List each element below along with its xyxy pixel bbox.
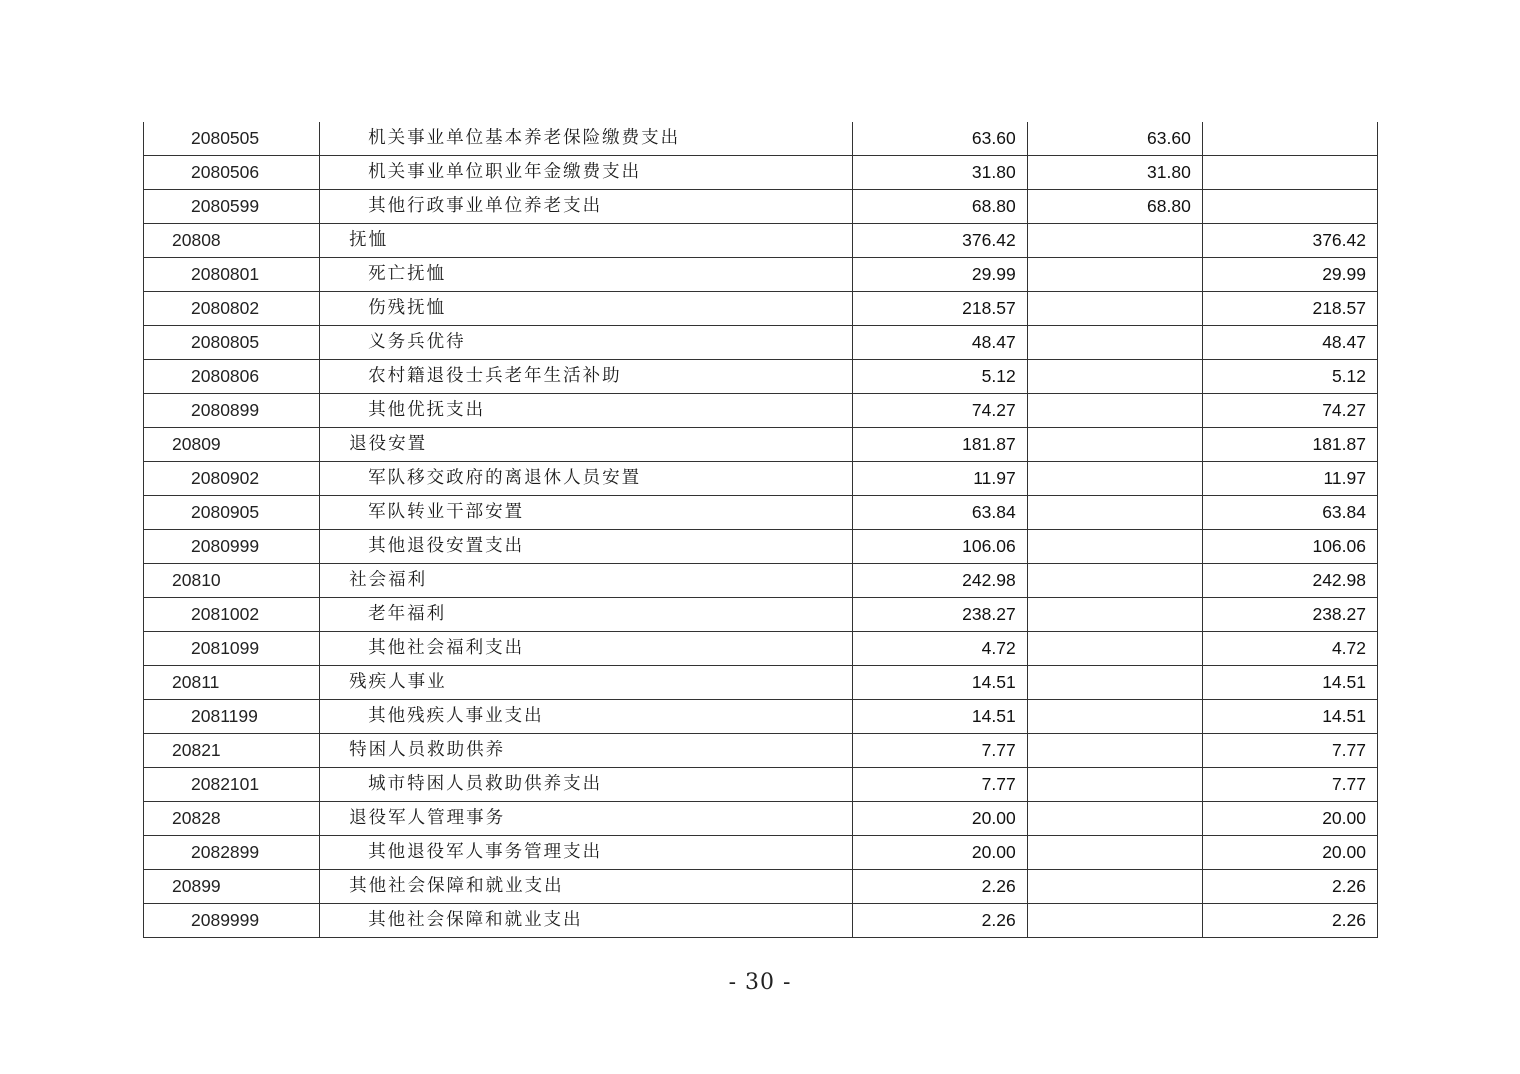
table-row xyxy=(144,530,1378,564)
table-row xyxy=(144,870,1378,904)
table-row xyxy=(144,292,1378,326)
account-code-cell: 20808 xyxy=(144,224,320,258)
account-name-cell: 残疾人事业 xyxy=(320,666,852,700)
table-row xyxy=(144,122,1378,156)
project-expenditure-cell: 4.72 xyxy=(1202,632,1377,666)
account-code-cell: 20821 xyxy=(144,734,320,768)
table-row xyxy=(144,700,1378,734)
account-code-cell: 2089999 xyxy=(144,904,320,938)
account-name-cell: 其他社会保障和就业支出 xyxy=(320,870,852,904)
total-amount-cell: 14.51 xyxy=(852,700,1027,734)
table-row xyxy=(144,360,1378,394)
total-amount-cell: 376.42 xyxy=(852,224,1027,258)
project-expenditure-cell xyxy=(1202,156,1377,190)
account-code-cell: 2080599 xyxy=(144,190,320,224)
total-amount-cell: 68.80 xyxy=(852,190,1027,224)
table-row xyxy=(144,666,1378,700)
total-amount-cell: 11.97 xyxy=(852,462,1027,496)
table-row xyxy=(144,598,1378,632)
basic-expenditure-cell xyxy=(1027,768,1202,802)
project-expenditure-cell: 29.99 xyxy=(1202,258,1377,292)
project-expenditure-cell xyxy=(1202,122,1377,156)
account-code-cell: 2080905 xyxy=(144,496,320,530)
basic-expenditure-cell xyxy=(1027,904,1202,938)
account-name-cell: 抚恤 xyxy=(320,224,852,258)
project-expenditure-cell: 14.51 xyxy=(1202,666,1377,700)
account-name-cell: 其他社会福利支出 xyxy=(320,632,852,666)
account-name-cell: 伤残抚恤 xyxy=(320,292,852,326)
table-row xyxy=(144,258,1378,292)
table-row xyxy=(144,734,1378,768)
basic-expenditure-cell xyxy=(1027,224,1202,258)
table-row xyxy=(144,394,1378,428)
account-code-cell: 2082899 xyxy=(144,836,320,870)
account-name-cell: 其他退役军人事务管理支出 xyxy=(320,836,852,870)
basic-expenditure-cell xyxy=(1027,428,1202,462)
account-name-cell: 农村籍退役士兵老年生活补助 xyxy=(320,360,852,394)
table-row xyxy=(144,190,1378,224)
table-row xyxy=(144,156,1378,190)
total-amount-cell: 2.26 xyxy=(852,904,1027,938)
total-amount-cell: 218.57 xyxy=(852,292,1027,326)
total-amount-cell: 2.26 xyxy=(852,870,1027,904)
total-amount-cell: 7.77 xyxy=(852,734,1027,768)
account-name-cell: 死亡抚恤 xyxy=(320,258,852,292)
project-expenditure-cell: 218.57 xyxy=(1202,292,1377,326)
project-expenditure-cell: 106.06 xyxy=(1202,530,1377,564)
account-code-cell: 2080802 xyxy=(144,292,320,326)
project-expenditure-cell: 11.97 xyxy=(1202,462,1377,496)
basic-expenditure-cell xyxy=(1027,802,1202,836)
total-amount-cell: 242.98 xyxy=(852,564,1027,598)
account-code-cell: 2081199 xyxy=(144,700,320,734)
table-row xyxy=(144,496,1378,530)
total-amount-cell: 63.84 xyxy=(852,496,1027,530)
table-row xyxy=(144,462,1378,496)
table-row xyxy=(144,632,1378,666)
account-name-cell: 城市特困人员救助供养支出 xyxy=(320,768,852,802)
project-expenditure-cell: 7.77 xyxy=(1202,734,1377,768)
basic-expenditure-cell xyxy=(1027,836,1202,870)
account-name-cell: 退役安置 xyxy=(320,428,852,462)
project-expenditure-cell: 2.26 xyxy=(1202,870,1377,904)
account-name-cell: 社会福利 xyxy=(320,564,852,598)
basic-expenditure-cell xyxy=(1027,360,1202,394)
basic-expenditure-cell xyxy=(1027,496,1202,530)
account-name-cell: 退役军人管理事务 xyxy=(320,802,852,836)
table-row xyxy=(144,224,1378,258)
project-expenditure-cell: 7.77 xyxy=(1202,768,1377,802)
total-amount-cell: 106.06 xyxy=(852,530,1027,564)
account-name-cell: 其他残疾人事业支出 xyxy=(320,700,852,734)
basic-expenditure-cell xyxy=(1027,870,1202,904)
basic-expenditure-cell xyxy=(1027,734,1202,768)
project-expenditure-cell: 14.51 xyxy=(1202,700,1377,734)
account-code-cell: 2080806 xyxy=(144,360,320,394)
project-expenditure-cell: 74.27 xyxy=(1202,394,1377,428)
total-amount-cell: 5.12 xyxy=(852,360,1027,394)
basic-expenditure-cell xyxy=(1027,700,1202,734)
account-code-cell: 20810 xyxy=(144,564,320,598)
basic-expenditure-cell xyxy=(1027,258,1202,292)
account-code-cell: 2080506 xyxy=(144,156,320,190)
total-amount-cell: 63.60 xyxy=(852,122,1027,156)
total-amount-cell: 7.77 xyxy=(852,768,1027,802)
project-expenditure-cell: 376.42 xyxy=(1202,224,1377,258)
project-expenditure-cell: 181.87 xyxy=(1202,428,1377,462)
account-name-cell: 军队转业干部安置 xyxy=(320,496,852,530)
basic-expenditure-cell xyxy=(1027,394,1202,428)
basic-expenditure-cell xyxy=(1027,632,1202,666)
total-amount-cell: 29.99 xyxy=(852,258,1027,292)
account-code-cell: 2081099 xyxy=(144,632,320,666)
table-row xyxy=(144,564,1378,598)
project-expenditure-cell xyxy=(1202,190,1377,224)
project-expenditure-cell: 238.27 xyxy=(1202,598,1377,632)
project-expenditure-cell: 20.00 xyxy=(1202,836,1377,870)
total-amount-cell: 181.87 xyxy=(852,428,1027,462)
account-code-cell: 2080999 xyxy=(144,530,320,564)
table-row xyxy=(144,326,1378,360)
account-code-cell: 2080505 xyxy=(144,122,320,156)
account-name-cell: 军队移交政府的离退休人员安置 xyxy=(320,462,852,496)
table-row xyxy=(144,768,1378,802)
total-amount-cell: 4.72 xyxy=(852,632,1027,666)
account-name-cell: 其他社会保障和就业支出 xyxy=(320,904,852,938)
basic-expenditure-cell: 68.80 xyxy=(1027,190,1202,224)
account-code-cell: 2080899 xyxy=(144,394,320,428)
table-row xyxy=(144,428,1378,462)
table-row xyxy=(144,802,1378,836)
expenditure-table-body xyxy=(144,122,1378,938)
account-name-cell: 机关事业单位职业年金缴费支出 xyxy=(320,156,852,190)
account-name-cell: 机关事业单位基本养老保险缴费支出 xyxy=(320,122,852,156)
table-row xyxy=(144,836,1378,870)
project-expenditure-cell: 63.84 xyxy=(1202,496,1377,530)
account-name-cell: 义务兵优待 xyxy=(320,326,852,360)
account-code-cell: 20899 xyxy=(144,870,320,904)
total-amount-cell: 74.27 xyxy=(852,394,1027,428)
account-code-cell: 20828 xyxy=(144,802,320,836)
basic-expenditure-cell xyxy=(1027,326,1202,360)
account-code-cell: 2082101 xyxy=(144,768,320,802)
page-number: - 30 - xyxy=(728,970,792,995)
account-name-cell: 其他行政事业单位养老支出 xyxy=(320,190,852,224)
total-amount-cell: 31.80 xyxy=(852,156,1027,190)
basic-expenditure-cell xyxy=(1027,666,1202,700)
basic-expenditure-cell xyxy=(1027,564,1202,598)
basic-expenditure-cell xyxy=(1027,530,1202,564)
account-name-cell: 其他优抚支出 xyxy=(320,394,852,428)
basic-expenditure-cell xyxy=(1027,292,1202,326)
project-expenditure-cell: 48.47 xyxy=(1202,326,1377,360)
expenditure-table xyxy=(143,122,1378,938)
basic-expenditure-cell: 31.80 xyxy=(1027,156,1202,190)
basic-expenditure-cell xyxy=(1027,462,1202,496)
project-expenditure-cell: 5.12 xyxy=(1202,360,1377,394)
total-amount-cell: 20.00 xyxy=(852,802,1027,836)
account-name-cell: 其他退役安置支出 xyxy=(320,530,852,564)
account-code-cell: 2080805 xyxy=(144,326,320,360)
account-code-cell: 20809 xyxy=(144,428,320,462)
account-code-cell: 2081002 xyxy=(144,598,320,632)
total-amount-cell: 20.00 xyxy=(852,836,1027,870)
basic-expenditure-cell xyxy=(1027,598,1202,632)
project-expenditure-cell: 242.98 xyxy=(1202,564,1377,598)
account-name-cell: 老年福利 xyxy=(320,598,852,632)
table-row xyxy=(144,904,1378,938)
basic-expenditure-cell: 63.60 xyxy=(1027,122,1202,156)
total-amount-cell: 14.51 xyxy=(852,666,1027,700)
total-amount-cell: 238.27 xyxy=(852,598,1027,632)
project-expenditure-cell: 20.00 xyxy=(1202,802,1377,836)
account-code-cell: 20811 xyxy=(144,666,320,700)
account-name-cell: 特困人员救助供养 xyxy=(320,734,852,768)
total-amount-cell: 48.47 xyxy=(852,326,1027,360)
project-expenditure-cell: 2.26 xyxy=(1202,904,1377,938)
account-code-cell: 2080902 xyxy=(144,462,320,496)
account-code-cell: 2080801 xyxy=(144,258,320,292)
